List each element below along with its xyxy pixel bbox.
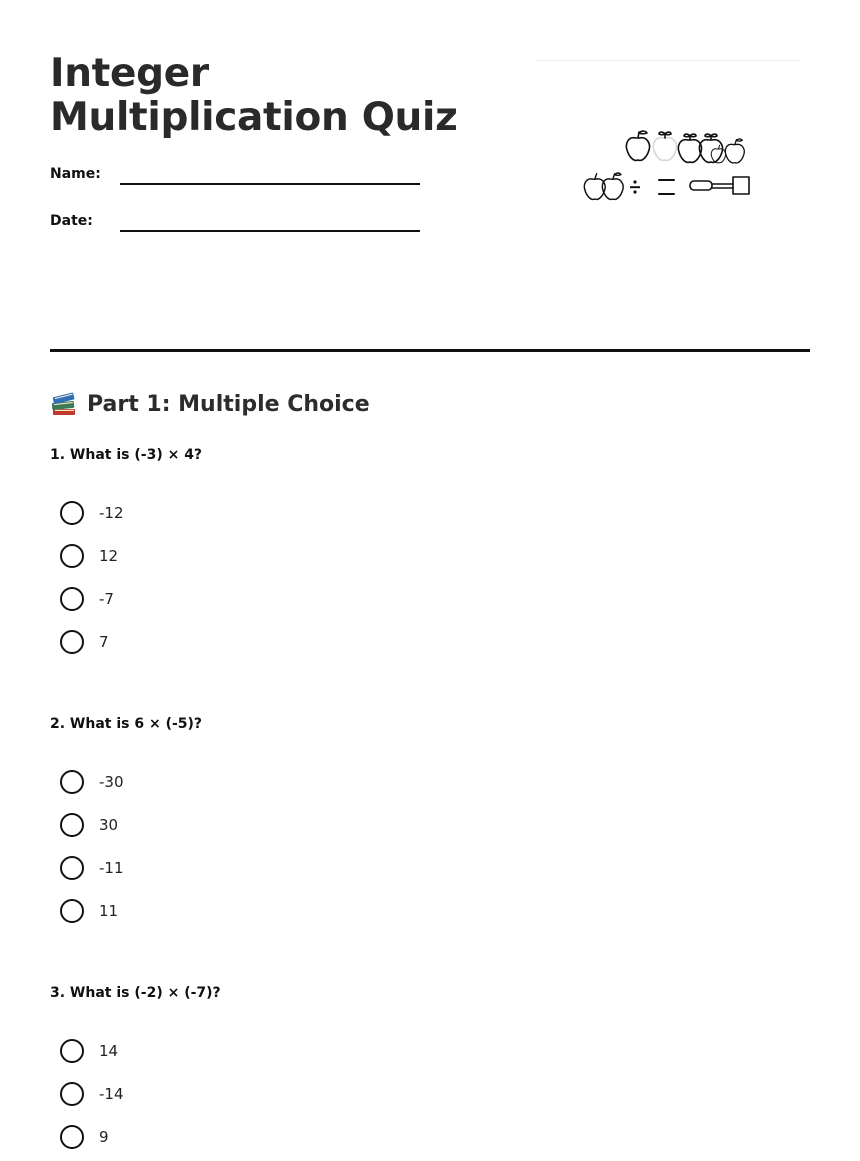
apples-and-math-symbols-icon: [580, 128, 760, 202]
answer-option[interactable]: [60, 544, 560, 587]
answer-options: [60, 1039, 560, 1161]
answer-option[interactable]: [60, 770, 560, 813]
answer-option[interactable]: [60, 856, 560, 899]
question-2: [50, 714, 770, 920]
decorative-line: [535, 60, 800, 61]
radio-button[interactable]: [60, 856, 84, 880]
answer-option[interactable]: [60, 813, 560, 856]
section-title: Part 1: Multiple Choice: [87, 391, 370, 417]
question-text: 3. What is (-2) × (-7)?: [50, 985, 221, 1001]
radio-button[interactable]: [60, 1082, 84, 1106]
option-label: -11: [99, 859, 124, 877]
answer-option[interactable]: [60, 501, 560, 544]
option-label: -14: [99, 1085, 124, 1103]
page-title: Integer Multiplication Quiz: [50, 51, 458, 140]
radio-button[interactable]: [60, 630, 84, 654]
option-label: -12: [99, 504, 124, 522]
question-text: 2. What is 6 × (-5)?: [50, 716, 203, 732]
section-divider: [50, 349, 810, 352]
option-label: 11: [99, 902, 119, 920]
part1-heading: [50, 388, 370, 420]
answer-options: [60, 501, 560, 673]
answer-options: [60, 770, 560, 942]
answer-option[interactable]: [60, 899, 560, 942]
option-label: -30: [99, 773, 124, 791]
answer-option[interactable]: [60, 1125, 560, 1161]
radio-button[interactable]: [60, 501, 84, 525]
answer-option[interactable]: [60, 1082, 560, 1125]
question-3: [50, 983, 770, 1146]
name-label: Name:: [50, 166, 101, 182]
radio-button[interactable]: [60, 813, 84, 837]
date-field[interactable]: [50, 213, 430, 237]
option-label: 30: [99, 816, 119, 834]
answer-option[interactable]: [60, 1039, 560, 1082]
radio-button[interactable]: [60, 1125, 84, 1149]
option-label: 14: [99, 1042, 119, 1060]
name-input-line[interactable]: [120, 183, 420, 185]
answer-option[interactable]: [60, 587, 560, 630]
books-icon: [50, 390, 78, 418]
date-label: Date:: [50, 213, 93, 229]
answer-option[interactable]: [60, 630, 560, 673]
date-input-line[interactable]: [120, 230, 420, 232]
name-field[interactable]: [50, 166, 430, 190]
option-label: 7: [99, 633, 109, 651]
radio-button[interactable]: [60, 770, 84, 794]
question-1: [50, 445, 770, 651]
option-label: -7: [99, 590, 114, 608]
question-text: 1. What is (-3) × 4?: [50, 447, 203, 463]
radio-button[interactable]: [60, 587, 84, 611]
radio-button[interactable]: [60, 899, 84, 923]
radio-button[interactable]: [60, 1039, 84, 1063]
option-label: 9: [99, 1128, 109, 1146]
option-label: 12: [99, 547, 119, 565]
radio-button[interactable]: [60, 544, 84, 568]
